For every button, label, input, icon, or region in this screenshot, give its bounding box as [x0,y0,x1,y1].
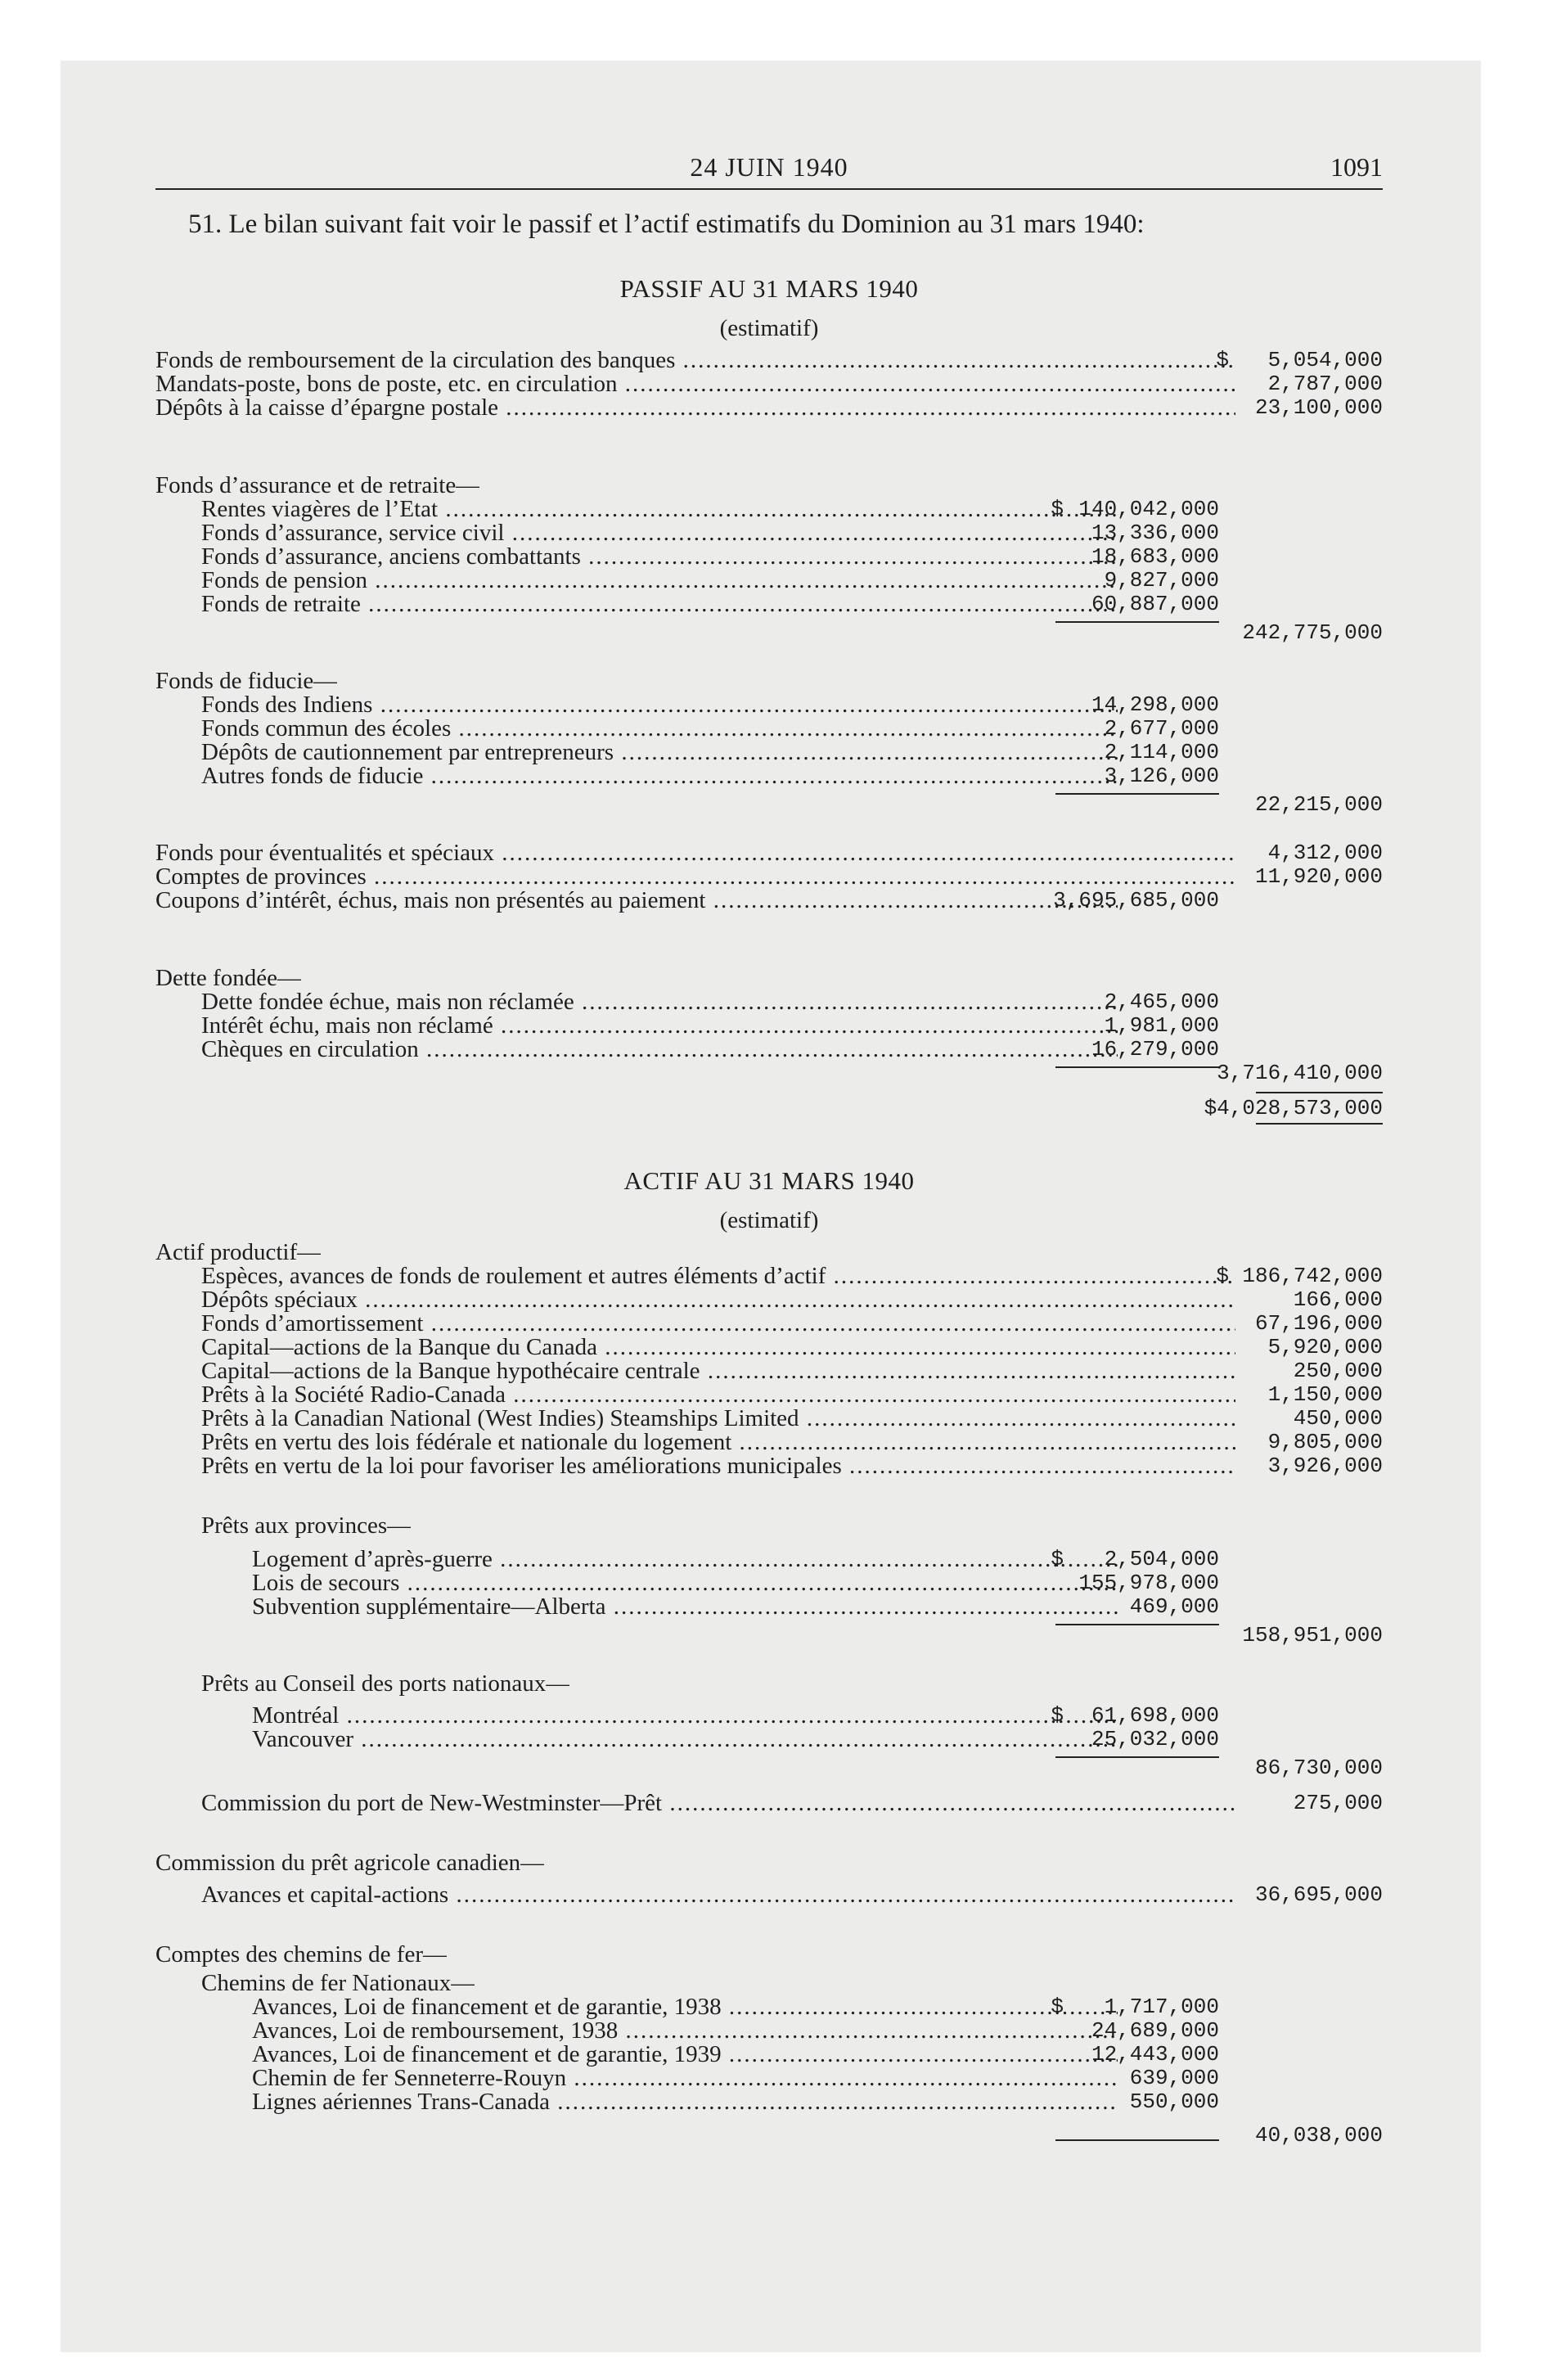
row-amount: 1,150,000 [1267,1382,1383,1407]
productif-item [155,1359,1383,1383]
assurance-item [155,569,1383,593]
provinces-item [155,1548,1383,1571]
productif-item [155,1336,1383,1359]
passif-subtitle: (estimatif) [719,315,819,341]
page-number: 1091 [1330,152,1383,182]
dette-item [155,1038,1383,1062]
row-label: Fonds de pension ..... [201,569,1118,593]
section-heading: Fonds de fiducie— [155,669,338,693]
section-heading: Prêts aux provinces— [201,1514,412,1538]
row-label: Avances, Loi de financement et de garantie, 1938 ..... [252,1995,1118,2019]
subtotal-row [155,793,1383,817]
intro-text: 51. Le bilan suivant fait voir le passif et l’actif estimatifs du Dominion au 31 mars 1940: [188,210,1145,239]
row-label: Dépôts à la caisse d’épargne postale ..... [155,396,1235,420]
passif-row [155,889,1383,913]
row-label: Logement d’après-guerre ..... [252,1548,1118,1571]
subtotal-row [155,2109,1383,2148]
section-heading: Dette fondée— [155,967,301,990]
subtotal-row [155,621,1383,645]
intro-paragraph [155,208,1383,241]
row-label: Avances et capital-actions ..... [201,1883,1235,1907]
row-label: Chemin de fer Senneterre-Rouyn ..... [252,2067,1118,2090]
passif-row [155,841,1383,865]
assurance-item [155,593,1383,616]
row-amount: 3,926,000 [1267,1454,1383,1478]
row-amount: 13,336,000 [1091,521,1219,545]
row-amount: 166,000 [1293,1287,1383,1312]
subtotal-amount: 3,716,410,000 [1217,1061,1383,1085]
row-label: Autres fonds de fiducie ..... [201,764,1118,788]
row-amount: 140,042,000 [1078,497,1219,521]
row-amount: 2,677,000 [1104,716,1219,741]
row-label: Fonds de remboursement de la circulation des banques ..... [155,349,1235,372]
row-amount: 1,717,000 [1104,1995,1219,2019]
row-label: Espèces, avances de fonds de roulement et autres éléments d’actif ..... [201,1264,1235,1288]
row-amount: 3,126,000 [1104,764,1219,788]
westminster-row [155,1792,1383,1815]
row-label: Capital—actions de la Banque hypothécaire centrale ..... [201,1359,1235,1383]
row-label: Avances, Loi de remboursement, 1938 ..... [252,2019,1118,2043]
row-amount: 12,443,000 [1091,2042,1219,2067]
currency-sign: $ [1051,1995,1064,2019]
row-label: Dépôts de cautionnement par entrepreneurs ..... [201,741,1118,764]
row-amount: 5,054,000 [1267,348,1383,372]
row-amount: 24,689,000 [1091,2018,1219,2043]
productif-item [155,1407,1383,1431]
row-label: Prêts en vertu de la loi pour favoriser les améliorations municipales ..... [201,1454,1235,1478]
row-amount: 60,887,000 [1091,592,1219,616]
section-heading: Actif productif— [155,1241,322,1264]
dette-item [155,1014,1383,1038]
row-amount: 61,698,000 [1091,1703,1219,1728]
row-amount: 5,920,000 [1267,1335,1383,1359]
row-amount: 2,465,000 [1104,989,1219,1014]
subtotal-amount: 40,038,000 [1254,2123,1383,2148]
agricole-item [155,1883,1383,1907]
row-amount: 16,279,000 [1091,1037,1219,1062]
fiducie-item [155,741,1383,764]
row-amount: 14,298,000 [1091,692,1219,717]
assurance-item [155,521,1383,545]
productif-item [155,1383,1383,1407]
row-amount: 550,000 [1129,2089,1219,2114]
row-label: Montréal ..... [252,1704,1118,1728]
row-amount: 639,000 [1129,2066,1219,2090]
fiducie-item [155,717,1383,741]
row-label: Lignes aériennes Trans-Canada ..... [252,2090,1118,2114]
row-amount: 11,920,000 [1254,864,1383,889]
currency-sign: $ [1051,497,1064,521]
currency-sign: $ [1051,1703,1064,1728]
subtotal-amount: 242,775,000 [1242,620,1383,645]
ports-item [155,1728,1383,1751]
row-label: Fonds pour éventualités et spéciaux ..... [155,841,1235,865]
passif-row [155,396,1383,420]
passif-row [155,865,1383,889]
actif-subtitle: (estimatif) [719,1207,819,1233]
row-amount: 9,827,000 [1104,568,1219,593]
productif-item [155,1264,1383,1288]
row-amount: 18,683,000 [1091,544,1219,569]
row-amount: 2,787,000 [1267,372,1383,396]
row-label: Fonds d’amortissement ..... [201,1312,1235,1336]
row-label: Avances, Loi de financement et de garantie, 1939 ..... [252,2043,1118,2067]
row-label: Mandats-poste, bons de poste, etc. en circulation ..... [155,372,1235,396]
passif-title: PASSIF AU 31 MARS 1940 [619,274,919,303]
currency-sign: $ [1216,348,1229,372]
subtotal-row [155,1756,1383,1780]
row-amount: 25,032,000 [1091,1727,1219,1751]
row-label: Prêts en vertu des lois fédérale et nationale du logement ..... [201,1431,1235,1454]
total-rule [1256,1123,1383,1125]
row-amount: 9,805,000 [1267,1430,1383,1454]
row-label: Chèques en circulation ..... [201,1038,1118,1062]
row-amount: 250,000 [1293,1359,1383,1383]
row-amount: 36,695,000 [1254,1882,1383,1907]
passif-row [155,349,1383,372]
row-amount: 450,000 [1293,1406,1383,1431]
row-label: Commission du port de New-Westminster—Prêt ..... [201,1792,1235,1815]
row-label: Lois de secours ..... [252,1571,1118,1595]
chemins-item [155,1995,1383,2019]
row-label: Subvention supplémentaire—Alberta ..... [252,1595,1118,1619]
page-header [155,152,1383,190]
passif-row [155,372,1383,396]
subtotal-rule [1055,2139,1219,2141]
row-amount: 2,114,000 [1104,740,1219,764]
section-heading: Prêts au Conseil des ports nationaux— [201,1672,570,1696]
section-subheading: Chemins de fer Nationaux— [201,1972,475,1995]
dette-item [155,990,1383,1014]
provinces-item [155,1595,1383,1619]
row-label: Vancouver ..... [252,1728,1118,1751]
row-label: Fonds d’assurance, service civil ..... [201,521,1118,545]
assurance-item [155,498,1383,521]
row-amount: 469,000 [1129,1594,1219,1619]
chemins-item [155,2019,1383,2043]
row-label: Fonds d’assurance, anciens combattants ..... [201,545,1118,569]
row-label: Prêts à la Société Radio-Canada ..... [201,1383,1235,1407]
currency-sign: $ [1216,1264,1229,1288]
section-heading: Comptes des chemins de fer— [155,1943,447,1967]
row-label: Fonds des Indiens ..... [201,693,1118,717]
row-label: Fonds de retraite ..... [201,593,1118,616]
row-label: Capital—actions de la Banque du Canada ..... [201,1336,1235,1359]
provinces-item [155,1571,1383,1595]
row-label: Comptes de provinces ..... [155,865,1235,889]
currency-sign: $ [1051,1547,1064,1571]
row-label: Coupons d’intérêt, échus, mais non présentés au paiement ..... [155,889,1118,913]
productif-item [155,1431,1383,1454]
subtotal-amount: 22,215,000 [1254,792,1383,817]
grand-total-row [155,1092,1383,1123]
subtotal-amount: 158,951,000 [1242,1623,1383,1648]
row-amount: 3,695,685,000 [1053,888,1219,913]
row-amount: 186,742,000 [1242,1264,1383,1288]
row-amount: 275,000 [1293,1791,1383,1815]
productif-item [155,1312,1383,1336]
row-amount: 155,978,000 [1078,1571,1219,1595]
row-amount: 23,100,000 [1254,395,1383,420]
row-amount: 4,312,000 [1267,841,1383,865]
row-label: Rentes viagères de l’Etat ..... [201,498,1118,521]
chemins-item [155,2043,1383,2067]
assurance-item [155,545,1383,569]
fiducie-item [155,693,1383,717]
subtotal-amount: 86,730,000 [1254,1756,1383,1780]
row-label: Fonds commun des écoles ..... [201,717,1118,741]
subtotal-row [155,1624,1383,1648]
row-amount: 2,504,000 [1104,1547,1219,1571]
section-heading: Fonds d’assurance et de retraite— [155,474,480,498]
row-label: Intérêt échu, mais non réclamé ..... [201,1014,1118,1038]
productif-item [155,1288,1383,1312]
row-label: Dette fondée échue, mais non réclamée ..... [201,990,1118,1014]
grand-total-amount: $4,028,573,000 [1204,1096,1383,1120]
header-date: 24 JUIN 1940 [690,152,848,182]
ports-item [155,1704,1383,1728]
row-label: Dépôts spéciaux ..... [201,1288,1235,1312]
section-heading: Commission du prêt agricole canadien— [155,1851,545,1875]
fiducie-item [155,764,1383,788]
row-label: Prêts à la Canadian National (West Indies) Steamships Limited ..... [201,1407,1235,1431]
row-amount: 67,196,000 [1254,1311,1383,1336]
row-amount: 1,981,000 [1104,1013,1219,1038]
productif-item [155,1454,1383,1478]
actif-title: ACTIF AU 31 MARS 1940 [623,1166,915,1195]
document-page [155,152,1383,2148]
subtotal-row [155,1062,1383,1085]
chemins-item [155,2067,1383,2090]
